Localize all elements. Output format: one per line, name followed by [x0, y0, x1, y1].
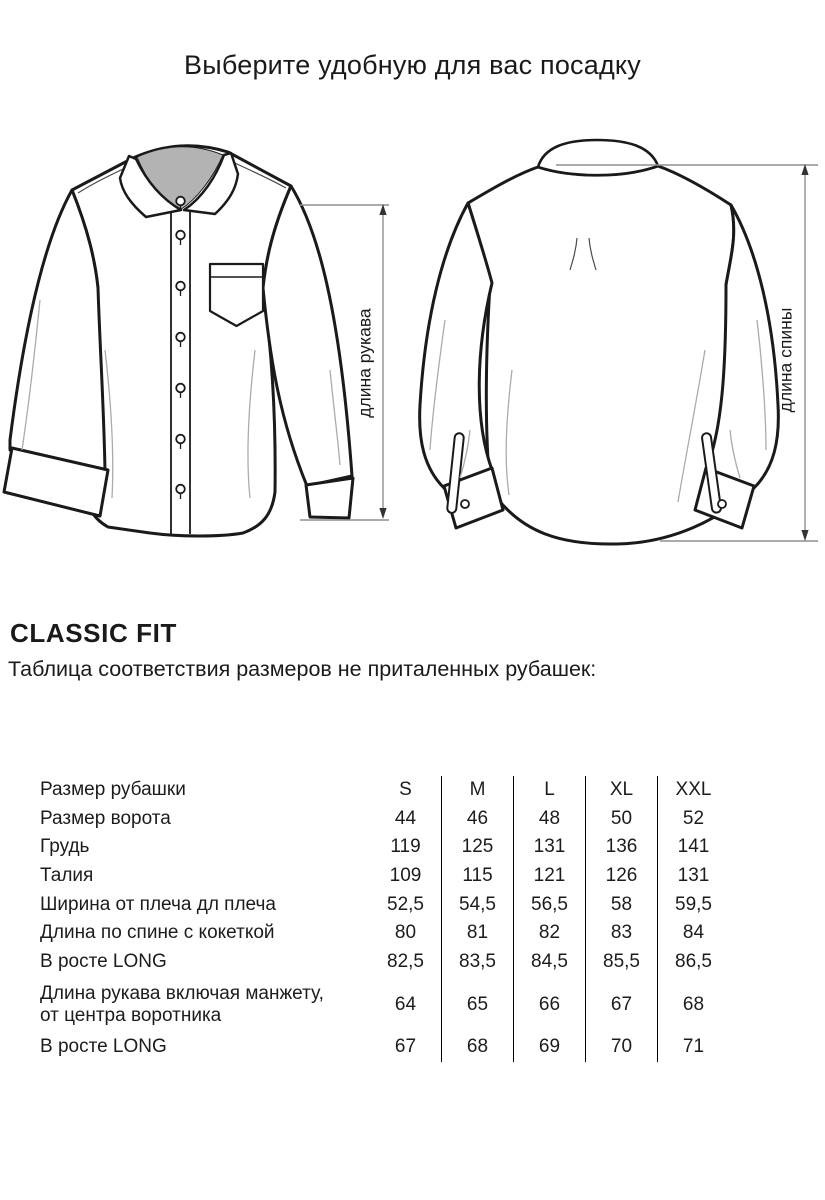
shirt-diagrams	[0, 120, 825, 590]
table-row	[40, 776, 729, 805]
size-table	[40, 776, 729, 1062]
measurement-value: 81	[442, 919, 514, 948]
table-row	[40, 862, 729, 891]
chest-pocket	[210, 264, 263, 326]
table-row	[40, 948, 729, 977]
table-row	[40, 919, 729, 948]
cuff-button	[461, 500, 469, 508]
table-row	[40, 976, 729, 1033]
measurement-value: 68	[658, 976, 730, 1033]
measurement-value: 46	[442, 805, 514, 834]
front-right-cuff	[306, 478, 353, 518]
measurement-value: 109	[389, 865, 422, 887]
measurement-value: 83	[586, 919, 658, 948]
cuff-button	[718, 500, 726, 508]
back-length-label: длина спины	[775, 307, 796, 413]
measurement-value: 84,5	[514, 948, 586, 977]
measurement-value: 50	[586, 805, 658, 834]
size-col-header: XL	[586, 776, 658, 805]
measurement-value: 125	[442, 833, 514, 862]
measurement-value: 48	[514, 805, 586, 834]
measurement-value: 80	[394, 922, 417, 944]
measurement-value: 141	[658, 833, 730, 862]
measurement-value: 85,5	[586, 948, 658, 977]
measurement-value: 52	[658, 805, 730, 834]
size-table-header-label: Размер рубашки	[40, 779, 186, 801]
size-col-header: L	[514, 776, 586, 805]
measurement-value: 126	[586, 862, 658, 891]
front-shirt-drawing	[4, 143, 353, 536]
measurement-label: Длина рукава включая манжету, от центра воротника	[40, 982, 324, 1026]
measurement-value: 121	[514, 862, 586, 891]
dimension-arrow-down	[801, 530, 808, 541]
measurement-value: 119	[390, 836, 421, 858]
measurement-value: 136	[586, 833, 658, 862]
table-row	[40, 805, 729, 834]
measurement-value: 52,5	[387, 893, 424, 915]
size-col-header: M	[442, 776, 514, 805]
fit-heading: CLASSIC FIT	[10, 618, 177, 648]
measurement-value: 58	[586, 890, 658, 919]
measurement-value: 67	[394, 1036, 417, 1058]
measurement-label: Ширина от плеча дл плеча	[40, 893, 276, 915]
measurement-value: 86,5	[658, 948, 730, 977]
measurement-value: 59,5	[658, 890, 730, 919]
measurement-value: 66	[514, 976, 586, 1033]
measurement-value: 69	[514, 1033, 586, 1062]
size-col-header: S	[399, 779, 412, 801]
measurement-label: Грудь	[40, 836, 90, 858]
measurement-value: 115	[442, 862, 514, 891]
measurement-value: 83,5	[442, 948, 514, 977]
measurement-label: Размер ворота	[40, 807, 171, 829]
back-collar	[538, 140, 658, 175]
measurement-value: 84	[658, 919, 730, 948]
measurement-value: 71	[658, 1033, 730, 1062]
measurement-value: 70	[586, 1033, 658, 1062]
size-table-body	[40, 776, 729, 1062]
measurement-value: 82	[514, 919, 586, 948]
measurement-value: 131	[514, 833, 586, 862]
table-caption: Таблица соответствия размеров не приталенных рубашек:	[8, 657, 597, 681]
measurement-label: В росте LONG	[40, 950, 167, 972]
measurement-value: 82,5	[387, 950, 424, 972]
measurement-label: В росте LONG	[40, 1036, 167, 1058]
table-row	[40, 833, 729, 862]
measurement-value: 131	[658, 862, 730, 891]
measurement-value: 67	[586, 976, 658, 1033]
table-row	[40, 1033, 729, 1062]
size-col-header: XXL	[658, 776, 730, 805]
dimension-arrow-down	[379, 508, 386, 519]
measurement-value: 68	[442, 1033, 514, 1062]
measurement-value: 65	[442, 976, 514, 1033]
measurement-value: 54,5	[442, 890, 514, 919]
table-row	[40, 890, 729, 919]
page-title: Выберите удобную для вас посадку	[184, 50, 641, 80]
measurement-value: 64	[394, 993, 417, 1015]
back-shirt-drawing	[420, 140, 779, 544]
measurement-value: 56,5	[514, 890, 586, 919]
measurement-label: Длина по спине с кокеткой	[40, 922, 275, 944]
measurement-label: Талия	[40, 865, 94, 887]
sleeve-length-label: длина рукава	[354, 308, 375, 418]
measurement-value: 44	[394, 807, 417, 829]
